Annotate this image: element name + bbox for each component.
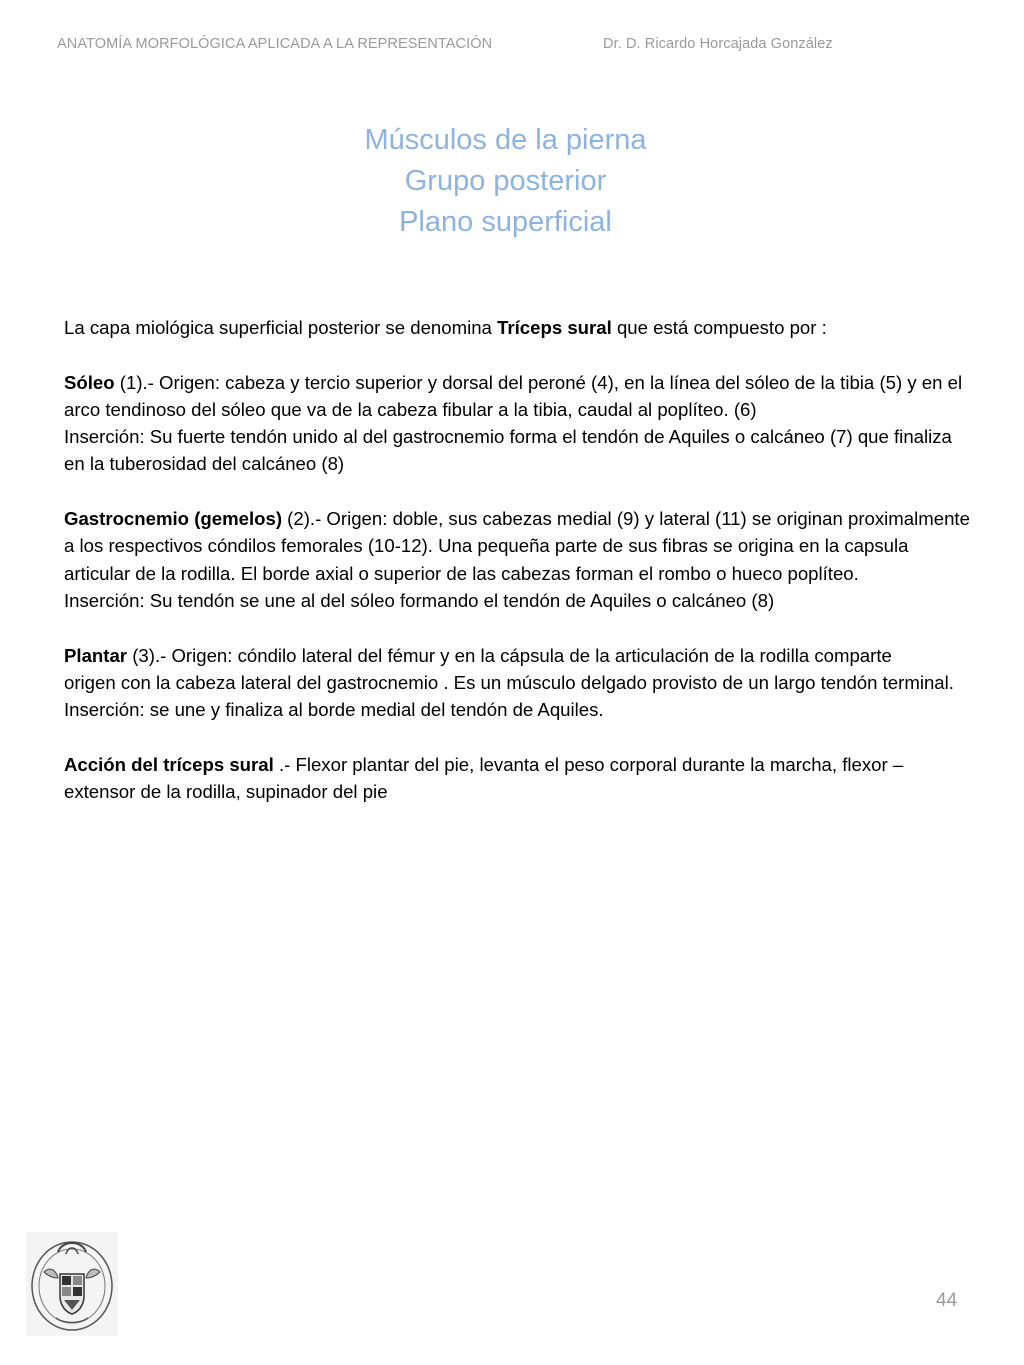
intro-text-end: que está compuesto por : bbox=[611, 317, 827, 338]
accion-paragraph bbox=[64, 751, 974, 806]
accion-text: .- Flexor plantar del pie, levanta el peso corporal durante la marcha, flexor –extensor de la rodilla, supinador del pie bbox=[64, 753, 904, 803]
gastrocnemio-paragraph bbox=[64, 505, 974, 614]
header-course-title: ANATOMÍA MORFOLÓGICA APLICADA A LA REPRESENTACIÓN bbox=[57, 36, 493, 52]
soleo-origin: (1).- Origen: cabeza y tercio superior y dorsal del peroné (4), en la línea del sóleo de la tibia (5) y en el arco tendinoso del sóleo que va de la cabeza fibular a la tibia, caudal al poplíteo. (6) bbox=[64, 371, 963, 420]
title-line-3: Plano superficial bbox=[399, 206, 612, 238]
header-author: Dr. D. Ricardo Horcajada González bbox=[603, 36, 833, 52]
university-seal-icon bbox=[26, 1232, 118, 1336]
gastrocnemio-origin: (2).- Origen: doble, sus cabezas medial (9) y lateral (11) se originan proximalmente a los respectivos cóndilos femorales (10-12). Una pequeña parte de sus fibras se origina en la capsula articular de la rodilla. El borde axial o superior de las cabezas forman el rombo o hueco poplíteo. bbox=[64, 508, 970, 584]
title-line-1: Músculos de la pierna bbox=[364, 124, 647, 156]
soleo-insertion: Inserción: Su fuerte tendón unido al del gastrocnemio forma el tendón de Aquiles o calcáneo (7) que finaliza en la tuberosidad del calcáneo (8) bbox=[64, 426, 952, 475]
accion-term: Acción del tríceps sural bbox=[64, 753, 274, 775]
intro-paragraph bbox=[64, 314, 974, 341]
page-title bbox=[0, 120, 1011, 243]
title-line-2: Grupo posterior bbox=[404, 165, 607, 197]
plantar-term: Plantar bbox=[64, 644, 128, 666]
plantar-paragraph bbox=[64, 642, 974, 724]
body-text bbox=[64, 314, 974, 833]
soleo-paragraph bbox=[64, 369, 974, 478]
gastrocnemio-term: Gastrocnemio (gemelos) bbox=[64, 508, 283, 530]
intro-text: La capa miológica superficial posterior se denomina bbox=[64, 317, 498, 338]
triceps-sural-term: Tríceps sural bbox=[497, 317, 612, 338]
plantar-insertion: origen con la cabeza lateral del gastrocnemio . Es un músculo delgado provisto de un largo tendón terminal. Inserción: se une y finaliza al borde medial del tendón de Aquiles. bbox=[64, 671, 954, 721]
page-number: 44 bbox=[936, 1290, 958, 1311]
soleo-term: Sóleo bbox=[64, 371, 115, 393]
gastrocnemio-insertion: Inserción: Su tendón se une al del sóleo formando el tendón de Aquiles o calcáneo (8) bbox=[64, 589, 775, 611]
plantar-origin: (3).- Origen: cóndilo lateral del fémur y en la cápsula de la articulación de la rodilla comparte bbox=[127, 644, 892, 666]
